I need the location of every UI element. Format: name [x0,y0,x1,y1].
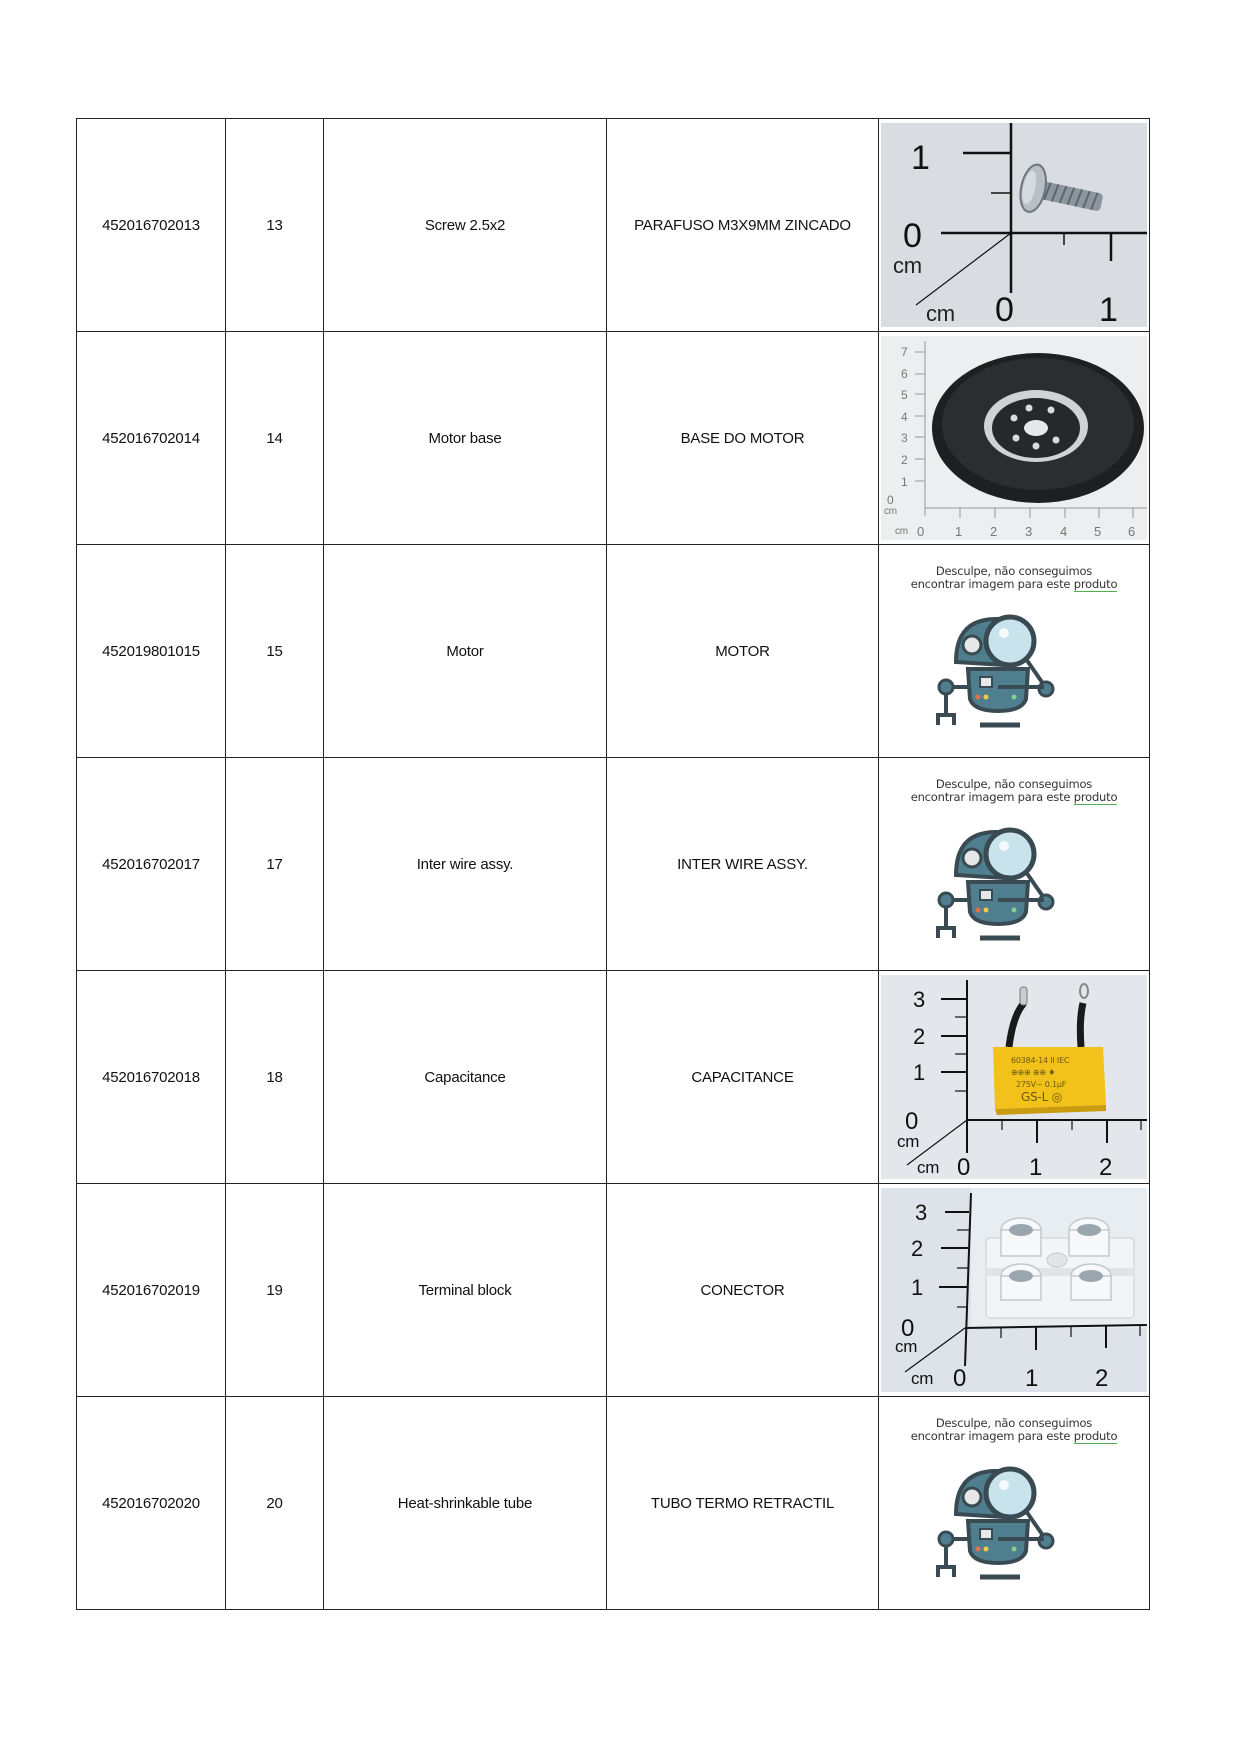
svg-text:6: 6 [1128,524,1136,539]
position-number: 15 [226,545,324,758]
svg-text:cm: cm [917,1158,940,1177]
description-en: Terminal block [324,1184,607,1397]
position-number: 14 [226,332,324,545]
svg-text:0: 0 [901,1315,915,1342]
svg-text:1: 1 [911,139,930,177]
table-row [77,971,1150,1184]
image-cell [879,332,1150,545]
description-pt: MOTOR [607,545,879,758]
svg-text:5: 5 [1094,524,1102,539]
part-code: 452016702014 [77,332,226,545]
svg-text:1: 1 [955,524,963,539]
terminal-block-photo [881,1188,1147,1392]
svg-text:cm: cm [911,1369,934,1388]
motor-base-photo [881,336,1147,540]
svg-text:cm: cm [897,1132,920,1151]
parts-table [76,118,1150,1610]
image-cell [879,1184,1150,1397]
image-cell [879,971,1150,1184]
svg-text:3: 3 [915,1200,928,1225]
svg-text:4: 4 [1060,524,1068,539]
svg-text:2: 2 [1095,1365,1109,1392]
position-number: 20 [226,1397,324,1610]
svg-text:0: 0 [887,493,894,507]
svg-text:2: 2 [913,1024,926,1049]
description-pt: BASE DO MOTOR [607,332,879,545]
svg-text:cm: cm [895,1337,918,1356]
description-en: Screw 2.5x2 [324,119,607,332]
no-image-placeholder [881,762,1147,966]
svg-text:60384-14 II IEC: 60384-14 II IEC [1011,1056,1070,1065]
svg-text:0: 0 [903,217,922,255]
svg-text:2: 2 [901,453,908,467]
table-row [77,1397,1150,1610]
svg-text:5: 5 [901,388,908,402]
robot-magnifier-icon [934,820,1074,950]
capacitor-photo [881,975,1147,1179]
table-row [77,119,1150,332]
part-code: 452016702020 [77,1397,226,1610]
description-en: Capacitance [324,971,607,1184]
description-en: Motor [324,545,607,758]
table-row [77,332,1150,545]
part-code: 452019801015 [77,545,226,758]
svg-text:cm: cm [895,526,908,537]
image-cell [879,119,1150,332]
svg-text:1: 1 [1025,1365,1039,1392]
position-number: 17 [226,758,324,971]
part-code: 452016702018 [77,971,226,1184]
description-pt: INTER WIRE ASSY. [607,758,879,971]
position-number: 19 [226,1184,324,1397]
no-image-message: Desculpe, não conseguimos encontrar imagem para este produto [910,1416,1118,1443]
table-row [77,545,1150,758]
svg-text:6: 6 [901,367,908,381]
svg-text:0: 0 [953,1365,967,1392]
svg-text:7: 7 [901,345,908,359]
description-en: Heat-shrinkable tube [324,1397,607,1610]
part-code: 452016702019 [77,1184,226,1397]
svg-text:2: 2 [911,1236,924,1261]
svg-text:275V~ 0.1µF: 275V~ 0.1µF [1016,1080,1067,1089]
svg-text:3: 3 [1025,524,1033,539]
no-image-message: Desculpe, não conseguimos encontrar imagem para este produto [910,564,1118,591]
svg-text:3: 3 [901,431,908,445]
image-cell [879,1397,1150,1610]
description-en: Inter wire assy. [324,758,607,971]
position-number: 13 [226,119,324,332]
description-pt: TUBO TERMO RETRACTIL [607,1397,879,1610]
description-pt: CAPACITANCE [607,971,879,1184]
table-row [77,1184,1150,1397]
image-cell [879,758,1150,971]
part-code: 452016702017 [77,758,226,971]
svg-text:1: 1 [911,1275,924,1300]
svg-text:0: 0 [905,1108,919,1135]
svg-text:1: 1 [1029,1154,1043,1179]
table-row [77,758,1150,971]
svg-text:4: 4 [901,410,908,424]
svg-text:0: 0 [995,291,1014,327]
robot-magnifier-icon [934,607,1074,737]
svg-text:2: 2 [1099,1154,1113,1179]
description-en: Motor base [324,332,607,545]
position-number: 18 [226,971,324,1184]
robot-magnifier-icon [934,1459,1074,1589]
svg-text:1: 1 [1099,291,1118,327]
no-image-placeholder [881,549,1147,753]
svg-text:⊕⊕⊕ ⊕⊕ ♦: ⊕⊕⊕ ⊕⊕ ♦ [1011,1068,1056,1077]
screw-photo [881,123,1147,327]
svg-text:cm: cm [926,301,955,326]
svg-text:0: 0 [917,524,925,539]
image-cell [879,545,1150,758]
svg-text:GS-L ◎: GS-L ◎ [1021,1090,1063,1104]
svg-text:3: 3 [913,987,926,1012]
no-image-placeholder [881,1401,1147,1605]
svg-text:1: 1 [901,475,908,489]
svg-text:cm: cm [884,506,897,517]
description-pt: PARAFUSO M3X9MM ZINCADO [607,119,879,332]
svg-text:1: 1 [913,1060,926,1085]
svg-text:cm: cm [893,253,922,278]
no-image-message: Desculpe, não conseguimos encontrar imagem para este produto [910,777,1118,804]
description-pt: CONECTOR [607,1184,879,1397]
svg-text:0: 0 [957,1154,971,1179]
part-code: 452016702013 [77,119,226,332]
svg-text:2: 2 [990,524,998,539]
